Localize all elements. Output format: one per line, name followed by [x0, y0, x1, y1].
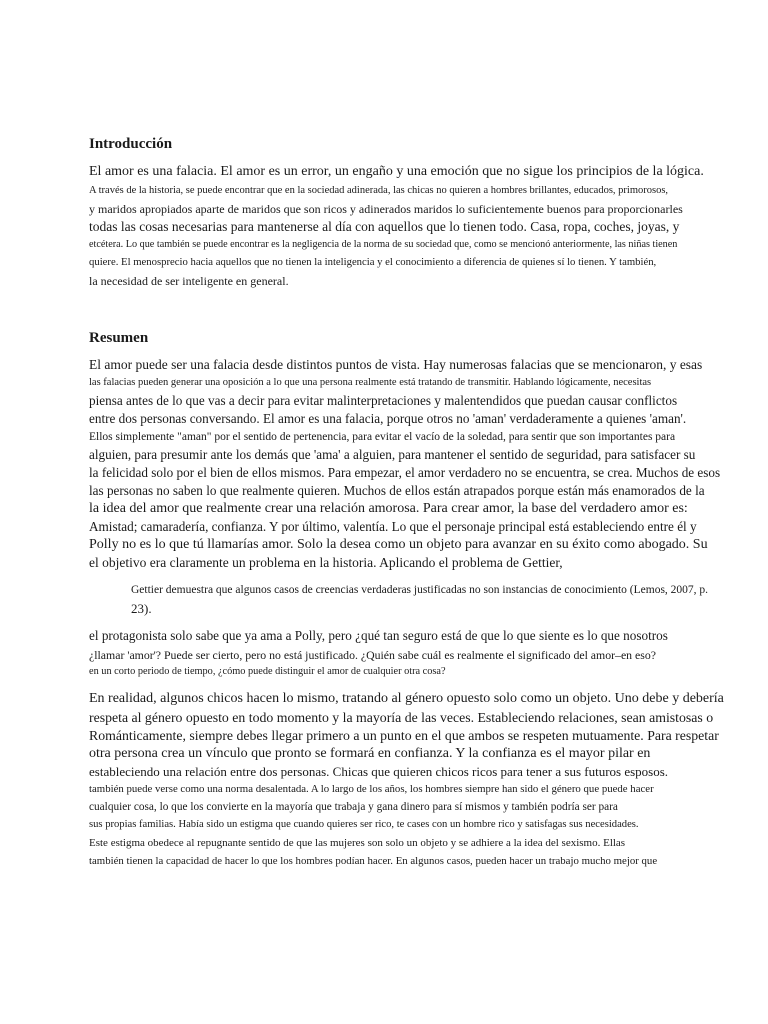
text-line: A través de la historia, se puede encontrar que en la sociedad adinerada, las chicas no quieren a hombres brillantes, educados, primorosos, — [89, 185, 669, 196]
text-line: en un corto periodo de tiempo, ¿cómo puede distinguir el amor de cualquier otra cosa? — [89, 666, 446, 677]
text-line: otra persona crea un vínculo que pronto se formará en confianza. Y la confianza es el mayor pilar en — [89, 746, 651, 761]
text-line: Este estigma obedece al repugnante sentido de que las mujeres son solo un objeto y se adhiere a la idea del sexismo. Ellas — [89, 837, 626, 849]
text-line: el protagonista solo sabe que ya ama a Polly, pero ¿qué tan seguro está de que lo que siente es lo que nosotros — [89, 628, 668, 643]
text-line: el objetivo era claramente un problema en la historia. Aplicando el problema de Gettier, — [89, 555, 563, 570]
text-line: entre dos personas conversando. El amor es una falacia, porque otros no 'aman' verdaderamente a quienes 'aman'. — [89, 411, 687, 426]
text-line: ¿llamar 'amor'? Puede ser cierto, pero no está justificado. ¿Quién sabe cuál es realmente el significado del amor–en eso? — [89, 648, 656, 662]
text-line: alguien, para presumir ante los demás que 'ama' a alguien, para mantener el sentido de seguridad, para satisfacer su — [89, 447, 696, 462]
text-line: respeta al género opuesto en todo momento y la mayoría de las veces. Estableciendo relaciones, sean amistosas o — [89, 710, 714, 725]
text-line: piensa antes de lo que vas a decir para evitar malinterpretaciones y malentendidos que puedan causar conflictos — [89, 393, 678, 408]
text-line: la necesidad de ser inteligente en general. — [89, 274, 289, 288]
text-line: y maridos apropiados aparte de maridos que son ricos y adinerados maridos lo suficientemente buenos para proporcionarles — [89, 202, 683, 216]
text-line: Ellos simplemente "aman" por el sentido de pertenencia, para evitar el vacío de la soledad, para sentir que son importantes para — [89, 431, 676, 443]
text-line: la idea del amor que realmente crear una relación amorosa. Para crear amor, la base del verdadero amor es: — [89, 501, 688, 516]
text-line: cualquier cosa, lo que los convierte en la mayoría que trabaja y gana dinero para sí mismos y también podría ser para — [89, 801, 618, 813]
text-line: Amistad; camaradería, confianza. Y por último, valentía. Lo que el personaje principal está estableciendo entre él y — [89, 519, 697, 534]
block-quote-line: 23). — [131, 601, 152, 616]
text-line: la felicidad solo por el bien de ellos mismos. Para empezar, el amor verdadero no se encuentra, se crea. Muchos de esos — [89, 465, 721, 480]
text-line: El amor es una falacia. El amor es un error, un engaño y una emoción que no sigue los principios de la lógica. — [89, 164, 704, 179]
text-line: Románticamente, siempre debes llegar primero a un punto en el que ambos se respeten mutuamente. Para respetar — [89, 728, 719, 743]
text-line: sus propias familias. Había sido un estigma que cuando quieres ser rico, te cases con un hombre rico y satisfagas sus necesidades. — [89, 819, 639, 830]
intro-heading: Introducción — [89, 136, 173, 152]
text-line: estableciendo una relación entre dos personas. Chicas que quieren chicos ricos para tener a sus futuros esposos. — [89, 764, 669, 779]
text-line: las falacias pueden generar una oposición a lo que una persona realmente está tratando de transmitir. Hablando lógicamente, necesitas — [89, 377, 652, 388]
text-line: también puede verse como una norma desalentada. A lo largo de los años, los hombres siempre han sido el género que puede hacer — [89, 783, 654, 795]
block-quote-line: Gettier demuestra que algunos casos de creencias verdaderas justificadas no son instancias de conocimiento (Lemos, 2007, p. — [131, 584, 709, 596]
text-line: En realidad, algunos chicos hacen lo mismo, tratando al género opuesto solo como un objeto. Uno debe y debería — [89, 691, 724, 706]
text-line: Polly no es lo que tú llamarías amor. Solo la desea como un objeto para avanzar en su éxito como abogado. Su — [89, 537, 708, 552]
text-line: las personas no saben lo que realmente quieren. Muchos de ellos están atrapados porque están más enamorados de la — [89, 483, 705, 498]
text-line: quiere. El menosprecio hacia aquellos que no tienen la inteligencia y el conocimiento a diferencia de quienes sí lo tienen. Y también, — [89, 256, 657, 268]
text-line: todas las cosas necesarias para mantenerse al día con aquellos que lo tienen todo. Casa, ropa, coches, joyas, y — [89, 219, 680, 234]
text-line: también tienen la capacidad de hacer lo que los hombres podían hacer. En algunos casos, pueden hacer un trabajo mucho mejor que — [89, 855, 658, 867]
text-line: El amor puede ser una falacia desde distintos puntos de vista. Hay numerosas falacias que se mencionaron, y esas — [89, 357, 703, 372]
resumen-heading: Resumen — [89, 330, 149, 346]
text-line: etcétera. Lo que también se puede encontrar es la negligencia de la norma de su sociedad que, como se mencionó anteriormente, las niñas tienen — [89, 239, 678, 250]
